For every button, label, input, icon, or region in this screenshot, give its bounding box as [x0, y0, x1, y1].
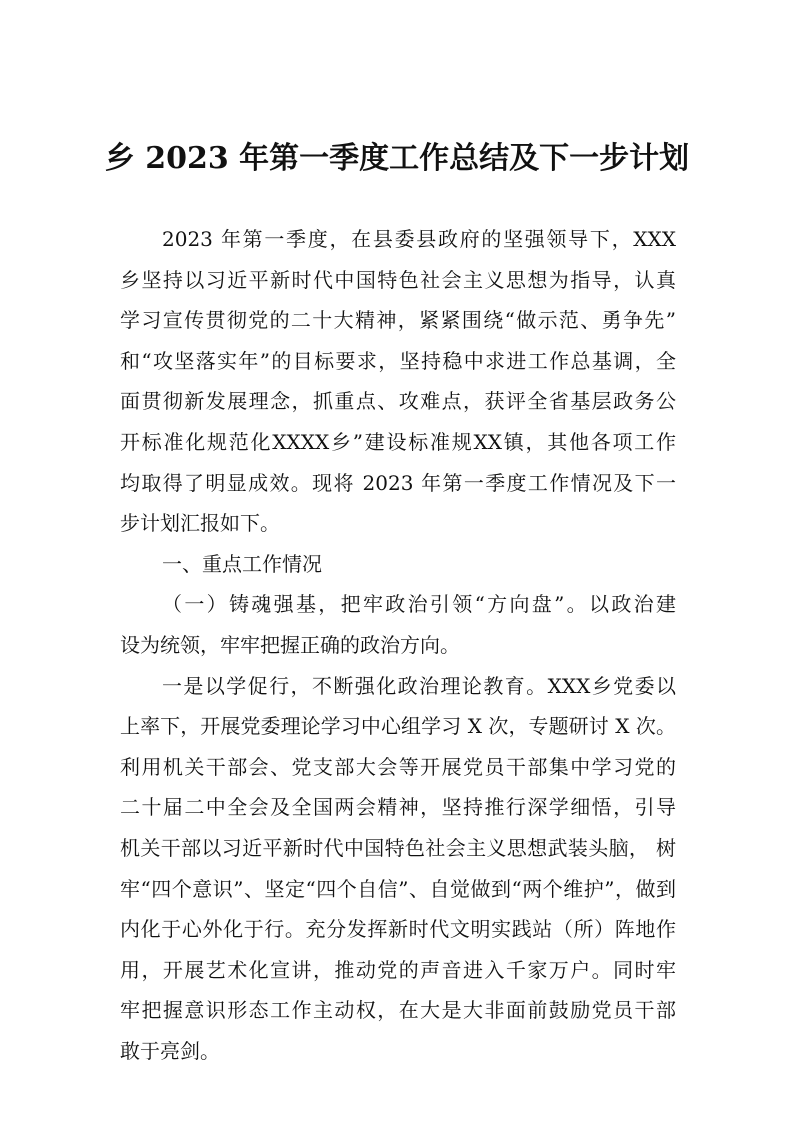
paragraph-line: 一是以学促行，不断强化政治理论教育。XXX乡党委以	[162, 673, 676, 698]
paragraph-line: 用，开展艺术化宣讲，推动党的声音进入千家万户。同时牢	[120, 957, 676, 982]
paragraph-line: 内化于心外化于行。充分发挥新时代文明实践站（所）阵地作	[120, 917, 676, 942]
paragraph-line: 均取得了明显成效。现将 2023 年第一季度工作情况及下一	[120, 470, 676, 495]
document-body	[120, 219, 680, 1071]
paragraph-line: 上率下，开展党委理论学习中心组学习 X 次，专题研讨 X 次。	[120, 714, 676, 739]
paragraph-line: 开标准化规范化XXXX乡”建设标准规XX镇，其他各项工作	[120, 429, 676, 454]
paragraph-line: 机关干部以习近平新时代中国特色社会主义思想武装头脑， 树	[120, 835, 676, 860]
section-heading: 一、重点工作情况	[162, 551, 322, 576]
paragraph-line: 乡坚持以习近平新时代中国特色社会主义思想为指导，认真	[120, 267, 676, 292]
paragraph-line: 和“攻坚落实年”的目标要求，坚持稳中求进工作总基调，全	[120, 348, 676, 373]
document-title: 乡 2023 年第一季度工作总结及下一步计划	[104, 141, 690, 176]
paragraph-line: 二十届二中全会及全国两会精神，坚持推行深学细悟，引导	[120, 795, 676, 820]
subsection-heading: （一）铸魂强基，把牢政治引领“方向盘”。以政治建	[162, 592, 676, 617]
paragraph-line: 牢把握意识形态工作主动权，在大是大非面前鼓励党员干部	[120, 998, 676, 1023]
paragraph-line: 利用机关干部会、党支部大会等开展党员干部集中学习党的	[120, 754, 676, 779]
paragraph-line: 2023 年第一季度，在县委县政府的坚强领导下，XXX	[162, 227, 676, 251]
paragraph-line: 学习宣传贯彻党的二十大精神，紧紧围绕“做示范、勇争先”	[120, 308, 676, 333]
paragraph-line: 面贯彻新发展理念，抓重点、攻难点，获评全省基层政务公	[120, 389, 676, 414]
paragraph-line: 敢于亮剑。	[120, 1038, 220, 1063]
paragraph-line: 牢“四个意识”、坚定“四个自信”、自觉做到“两个维护”，做到	[120, 876, 676, 901]
paragraph-line: 设为统领，牢牢把握正确的政治方向。	[120, 632, 460, 657]
paragraph-line: 步计划汇报如下。	[120, 511, 280, 536]
